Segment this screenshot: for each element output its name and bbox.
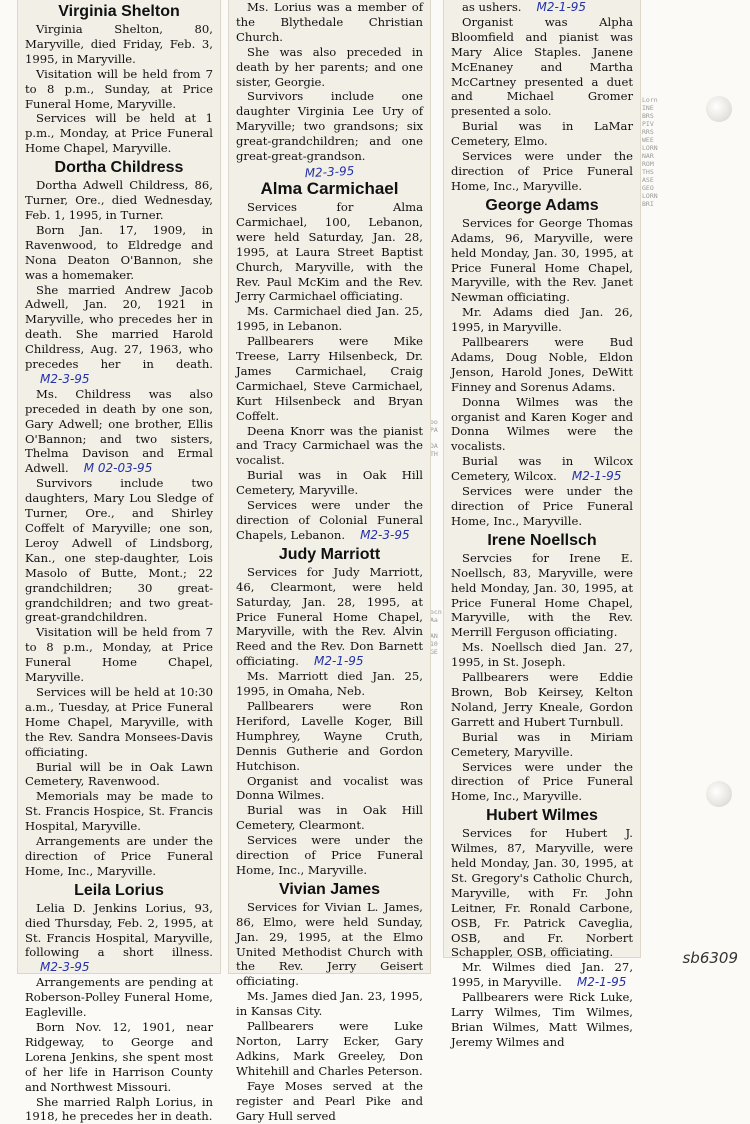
obituary-paragraph bbox=[25, 223, 213, 283]
obituary-paragraph bbox=[25, 1095, 213, 1124]
paragraph-text: She was also preceded in death by her parents; and one sister, Georgie. bbox=[236, 44, 423, 89]
obituary-paragraph bbox=[25, 111, 213, 156]
obituary-paragraph bbox=[236, 900, 423, 989]
obituary-heading-irene-noellsch: Irene Noellsch bbox=[487, 531, 597, 549]
paragraph-text: Burial was in Miriam Cemetery, Maryville. bbox=[451, 729, 633, 759]
paragraph-text: Mr. Adams died Jan. 26, 1995, in Maryville. bbox=[451, 305, 633, 335]
obituary-heading-dortha-childress: Dortha Childress bbox=[54, 159, 184, 177]
paragraph-text: Born Nov. 12, 1901, near Ridgeway, to George and Lorena Jenkins, she spent most of her life in Harrison County and Northwest Missouri. bbox=[25, 1020, 213, 1094]
obituary-paragraph bbox=[25, 387, 213, 476]
obituary-paragraph bbox=[451, 15, 633, 119]
paragraph-text: Visitation will be held from 7 to 8 p.m., Monday, at Price Funeral Home Chapel, Maryville. bbox=[25, 625, 213, 685]
obituary-heading-hubert-wilmes: Hubert Wilmes bbox=[486, 807, 598, 825]
paragraph-text: Pallbearers were Eddie Brown, Bob Keirsey, Kelton Noland, Jerry Kneale, Gordon Garrett and Hubert Turnbull. bbox=[451, 670, 633, 729]
paragraph-text: Burial was in LaMar Cemetery, Elmo. bbox=[451, 119, 633, 149]
paragraph-text: Burial was in Oak Hill Cemetery, Clearmont. bbox=[236, 803, 423, 833]
obituary-paragraph bbox=[451, 119, 633, 149]
bleed-through-text-mid-lower: ocn Aa AN 10 GE bbox=[430, 608, 442, 656]
obituary-paragraph bbox=[451, 395, 633, 455]
obituary-paragraph bbox=[451, 216, 633, 305]
binder-hole-bottom bbox=[706, 781, 732, 807]
obituary-paragraph bbox=[25, 685, 213, 760]
handwritten-date-note: M2-1-95 bbox=[536, 0, 587, 14]
obituary-paragraph bbox=[451, 484, 633, 529]
archive-number: sb6309 bbox=[682, 949, 738, 967]
paragraph-text: Services for Judy Marriott, 46, Clearmont, were held Saturday, Jan. 28, 1995, at Price Funeral Home Chapel, Maryville, with the Rev. Alvin Reed and the Rev. Don Barnett officiating. bbox=[236, 564, 423, 669]
obituary-paragraph bbox=[451, 826, 633, 960]
paragraph-text: Pallbearers were Luke Norton, Larry Ecker, Gary Adkins, Mark Greeley, Don Whitehill and Charles Peterson. bbox=[236, 1019, 423, 1078]
paragraph-text: Memorials may be made to St. Francis Hospice, St. Francis Hospital, Maryville. bbox=[25, 789, 213, 834]
binder-hole-top bbox=[706, 96, 732, 122]
clipping-column-middle bbox=[229, 0, 430, 1123]
obituary-paragraph bbox=[236, 45, 423, 90]
obituary-paragraph bbox=[25, 975, 213, 1020]
paragraph-text: She married Andrew Jacob Adwell, Jan. 20, 1921 in Maryville, who precedes her in death. She married Harold Childress, Aug. 27, 1963, who precedes her in death. bbox=[25, 282, 213, 372]
obituary-paragraph bbox=[451, 960, 633, 990]
paragraph-text: Burial was in Oak Hill Cemetery, Maryville. bbox=[236, 468, 423, 498]
paragraph-text: Services for Hubert J. Wilmes, 87, Maryville, were held Monday, Jan. 30, 1995, at St. Gregory's Catholic Church, Maryville, with Fr. John Leitner, Fr. Ronald Carbone, OSB, Fr. Patrick Caveglia, OSB, and Fr. Norbert Schappler, OSB, officiating. bbox=[451, 826, 633, 960]
obituary-paragraph bbox=[451, 640, 633, 670]
clipping-column-right bbox=[444, 0, 640, 1049]
obituary-paragraph bbox=[236, 669, 423, 699]
paragraph-text: Dortha Adwell Childress, 86, Turner, Ore., died Wednesday, Feb. 1, 1995, in Turner. bbox=[25, 178, 213, 222]
obituary-paragraph bbox=[451, 670, 633, 730]
paragraph-text: Services were under the direction of Colonial Funeral Chapels, Lebanon. bbox=[236, 498, 423, 542]
obituary-paragraph bbox=[25, 67, 213, 112]
obituary-paragraph bbox=[236, 989, 423, 1019]
obituary-paragraph bbox=[451, 305, 633, 335]
obituary-paragraph bbox=[236, 0, 423, 45]
obituary-paragraph bbox=[451, 454, 633, 484]
obituary-heading-virginia-shelton: Virginia Shelton bbox=[58, 3, 180, 20]
handwritten-date-note: M2-3-95 bbox=[40, 371, 90, 386]
obituary-paragraph bbox=[236, 89, 423, 164]
obituary-paragraph bbox=[25, 901, 213, 976]
obituary-paragraph bbox=[25, 834, 213, 879]
handwritten-date-note: M2-3-95 bbox=[304, 163, 355, 181]
paragraph-text: Services were under the direction of Price Funeral Home, Inc., Maryville. bbox=[236, 833, 423, 877]
obituary-heading-alma-carmichael: Alma Carmichael bbox=[260, 178, 399, 198]
paragraph-text: Deena Knorr was the pianist and Tracy Carmichael was the vocalist. bbox=[236, 423, 423, 468]
obituary-paragraph bbox=[451, 990, 633, 1050]
paragraph-text: Pallbearers were Rick Luke, Larry Wilmes, Tim Wilmes, Brian Wilmes, Matt Wilmes, Jeremy Wilmes and bbox=[451, 990, 633, 1049]
paragraph-text: Services were under the direction of Price Funeral Home, Inc., Maryville. bbox=[451, 759, 633, 804]
handwritten-date-note: M2-1-95 bbox=[571, 469, 622, 484]
obituary-paragraph bbox=[451, 730, 633, 760]
obituary-paragraph bbox=[236, 468, 423, 498]
paragraph-text: Pallbearers were Mike Treese, Larry Hilsenbeck, Dr. James Carmichael, Craig Carmichael, Steve Carmichael, Kurt Hilsenbeck and Bryan Coffelt. bbox=[236, 334, 423, 423]
paragraph-text: Services for Vivian L. James, 86, Elmo, were held Sunday, Jan. 29, 1995, at the Elmo United Methodist Church with the Rev. Jerry Geisert officiating. bbox=[236, 899, 423, 989]
obituary-heading-leila-lorius: Leila Lorius bbox=[74, 881, 164, 899]
obituary-paragraph bbox=[236, 565, 423, 669]
obituary-heading-vivian-james: Vivian James bbox=[278, 880, 381, 898]
obituary-paragraph bbox=[25, 789, 213, 834]
paragraph-text: Arrangements are under the direction of Price Funeral Home, Inc., Maryville. bbox=[25, 834, 213, 878]
handwritten-date-note: M2-3-95 bbox=[40, 960, 90, 975]
paragraph-text: Ms. James died Jan. 23, 1995, in Kansas City. bbox=[236, 989, 423, 1019]
paragraph-text: as ushers. bbox=[462, 0, 522, 14]
paragraph-text: Pallbearers were Bud Adams, Doug Noble, Eldon Jenson, Harold Jones, DeWitt Finney and Sorenus Adams. bbox=[451, 335, 633, 394]
obituary-paragraph bbox=[236, 699, 423, 774]
bleed-through-text-mid-upper: oo PA DA TH bbox=[430, 418, 438, 458]
paragraph-text: She married Ralph Lorius, in 1918, he precedes her in death. bbox=[25, 1094, 213, 1124]
paragraph-text: Burial will be in Oak Lawn Cemetery, Ravenwood. bbox=[25, 759, 213, 789]
obituary-paragraph bbox=[25, 283, 213, 387]
paragraph-text: Survivors include one daughter Virginia Lee Ury of Maryville; two grandsons; six great-grandchildren; and one great-great-grandson. bbox=[236, 89, 423, 164]
handwritten-date-note: M 02-03-95 bbox=[83, 461, 153, 476]
obituary-heading-judy-marriott: Judy Marriott bbox=[278, 545, 381, 563]
obituary-paragraph bbox=[236, 1019, 423, 1079]
obituary-paragraph bbox=[236, 774, 423, 804]
paragraph-text: Faye Moses served at the register and Pearl Pike and Gary Hull served bbox=[236, 1078, 423, 1123]
paragraph-text: Visitation will be held from 7 to 8 p.m., Sunday, at Price Funeral Home, Maryville. bbox=[25, 66, 213, 111]
clipping-column-left bbox=[18, 0, 220, 1124]
obituary-paragraph bbox=[236, 498, 423, 543]
paragraph-text: Ms. Marriott died Jan. 25, 1995, in Omaha, Neb. bbox=[236, 669, 423, 699]
paragraph-text: Organist and vocalist was Donna Wilmes. bbox=[236, 773, 423, 803]
obituary-paragraph bbox=[236, 833, 423, 878]
paragraph-text: Mr. Wilmes died Jan. 27, 1995, in Maryville. bbox=[451, 960, 633, 990]
paragraph-text: Ms. Carmichael died Jan. 25, 1995, in Lebanon. bbox=[236, 304, 423, 334]
obituary-paragraph bbox=[236, 334, 423, 423]
obituary-paragraph bbox=[451, 0, 633, 15]
obituary-paragraph bbox=[25, 476, 213, 625]
obituary-paragraph bbox=[451, 760, 633, 805]
obituary-paragraph bbox=[236, 200, 423, 304]
obituary-paragraph bbox=[236, 1079, 423, 1124]
obituary-paragraph bbox=[25, 760, 213, 790]
handwritten-date-note: M2-1-95 bbox=[576, 975, 627, 990]
paragraph-text: Pallbearers were Ron Heriford, Lavelle Koger, Bill Humphrey, Wayne Cruth, Dennis Gutherie and Gordon Hutchison. bbox=[236, 698, 423, 773]
paragraph-text: Services will be held at 1 p.m., Monday, at Price Funeral Home Chapel, Maryville. bbox=[25, 111, 213, 156]
paragraph-text: Born Jan. 17, 1909, in Ravenwood, to Eldredge and Nona Deaton O'Bannon, she was a homemaker. bbox=[25, 222, 213, 282]
paragraph-text: Ms. Childress was also preceded in death by one son, Gary Adwell; one brother, Ellis O'Bannon; and two sisters, Thelma Davison and Ermal Adwell. bbox=[25, 386, 213, 476]
paragraph-text: Servcies for Irene E. Noellsch, 83, Maryville, were held Monday, Jan. 30, 1995, at Price Funeral Home Chapel, Maryville, with the Rev. Merrill Ferguson officiating. bbox=[451, 550, 633, 640]
obituary-paragraph bbox=[25, 22, 213, 67]
paragraph-text: Services for Alma Carmichael, 100, Lebanon, were held Saturday, Jan. 28, 1995, at Laura Street Baptist Church, Maryville, with the Rev. Paul McKim and the Rev. Jerry Carmichael officiating. bbox=[236, 199, 423, 304]
paragraph-text: Services were under the direction of Price Funeral Home, Inc., Maryville. bbox=[451, 484, 633, 528]
obituary-paragraph bbox=[451, 551, 633, 640]
obituary-paragraph bbox=[236, 424, 423, 469]
obituary-paragraph bbox=[236, 304, 423, 334]
paragraph-text: Services were under the direction of Price Funeral Home, Inc., Maryville. bbox=[451, 149, 633, 193]
obituary-paragraph bbox=[451, 335, 633, 395]
paragraph-text: Organist was Alpha Bloomfield and pianist was Mary Alice Staples. Janene McEnaney and Martha McCartney presented a duet and Michael Gromer presented a solo. bbox=[451, 14, 633, 119]
paragraph-text: Lelia D. Jenkins Lorius, 93, died Thursday, Feb. 2, 1995, at St. Francis Hospital, Maryville, following a short illness. bbox=[25, 900, 213, 960]
obituary-paragraph bbox=[25, 1020, 213, 1095]
paragraph-text: Arrangements are pending at Roberson-Polley Funeral Home, Eagleville. bbox=[25, 975, 213, 1020]
paragraph-text: Burial was in Wilcox Cemetery, Wilcox. bbox=[451, 454, 633, 484]
paragraph-text: Services for George Thomas Adams, 96, Maryville, were held Monday, Jan. 30, 1995, at Price Funeral Home Chapel, Maryville, with the Rev. Janet Newman officiating. bbox=[451, 215, 633, 305]
obituary-paragraph bbox=[236, 803, 423, 833]
paragraph-text: Ms. Noellsch died Jan. 27, 1995, in St. Joseph. bbox=[451, 640, 633, 670]
paragraph-text: Survivors include two daughters, Mary Lou Sledge of Turner, Ore., and Shirley Coffelt of Maryville; one son, Leroy Adwell of Lindsborg, Kan., one step-daughter, Lois Masolo of Butte, Mont.; 22 grandchildren; 30 great-grandchildren; and two great-great-grandchildren. bbox=[25, 476, 213, 625]
paragraph-text: Donna Wilmes was the organist and Karen Koger and Donna Wilmes were the vocalists. bbox=[451, 394, 633, 454]
handwritten-date-note: M2-1-95 bbox=[313, 654, 364, 669]
obituary-paragraph bbox=[25, 178, 213, 223]
paragraph-text: Ms. Lorius was a member of the Blythedale Christian Church. bbox=[236, 0, 423, 44]
handwritten-date-note: M2-3-95 bbox=[360, 527, 410, 542]
obituary-paragraph bbox=[451, 149, 633, 194]
obituary-paragraph bbox=[25, 625, 213, 685]
bleed-through-text-right: Lorn INE BRS PIV RRS WEE LORN NAR ROM THS ASE GEO LORN BRI bbox=[642, 96, 658, 208]
paragraph-text: Services will be held at 10:30 a.m., Tuesday, at Price Funeral Home Chapel, Maryville, with the Rev. Sandra Monsees-Davis officiating. bbox=[25, 684, 213, 759]
obituary-heading-george-adams: George Adams bbox=[485, 196, 599, 214]
paragraph-text: Virginia Shelton, 80, Maryville, died Friday, Feb. 3, 1995, in Maryville. bbox=[25, 22, 213, 66]
